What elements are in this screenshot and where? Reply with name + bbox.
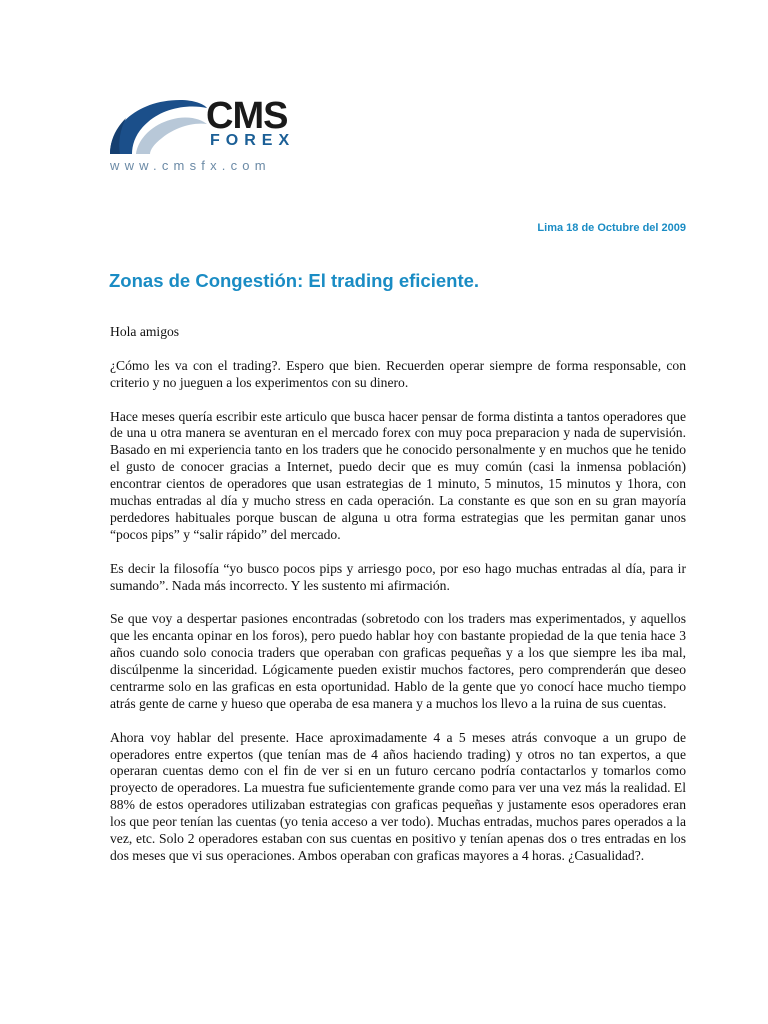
paragraph: Hace meses quería escribir este articulo que busca hacer pensar de forma distinta a tantos operadores que de una u otra manera se aventuran en el mercado forex con muy poca preparacion y nada de supervisión. Basado en mi experiencia tanto en los traders que he conocido personalmente y en muchos que he tenido el gusto de conocer gracias a Internet, puedo decir que es muy común (casi la inmensa población) encontrar cientos de operadores que usan estrategias de 1 minuto, 5 minutos, 15 minutos y 1hora, con muchas entradas al día y mucho stress en cada operación. La constante es que son en su gran mayoría perdedores habituales porque buscan de alguna u otra forma estrategias que les permitan ganar unos “pocos pips” y “salir rápido” del mercado. [110,408,686,542]
logo-url-text: www.cmsfx.com [110,158,271,173]
cms-forex-logo [108,96,324,182]
paragraph: Se que voy a despertar pasiones encontradas (sobretodo con los traders mas experimentados, y aquellos que les encanta opinar en los foros), pero puedo hablar hoy con bastante propiedad de la que tenia hace 3 años cuando solo conocia traders que operaban con graficas pequeñas y a los que siempre les iba mal, discúlpenme la sinceridad. Lógicamente pueden existir muchos factores, pero comprenderán que deseo centrarme solo en las graficas en esta oportunidad. Hablo de la gente que yo conocí hace mucho tiempo atrás gente de carne y hueso que operaba de esa manera y a muchos los llevo a la ruina de sus cuentas. [110,611,686,711]
paragraph: Es decir la filosofía “yo busco pocos pips y arriesgo poco, por eso hago muchas entradas al día, para ir sumando”. Nada más incorrecto. Y les sustento mi afirmación. [110,560,686,593]
document-body [110,324,686,882]
paragraph-greeting: Hola amigos [110,324,180,339]
logo-swoosh-icon [108,96,208,158]
document-date: Lima 18 de Octubre del 2009 [537,222,686,234]
logo-sub-text: FOREX [210,132,296,149]
document-title: Zonas de Congestión: El trading eficiente. [109,270,480,291]
paragraph: ¿Cómo les va con el trading?. Espero que bien. Recuerden operar siempre de forma responsable, con criterio y no jueguen a los experimentos con su dinero. [110,357,686,390]
paragraph: Ahora voy hablar del presente. Hace aproximadamente 4 a 5 meses atrás convoque a un grupo de operadores entre expertos (que tenían mas de 4 años haciendo trading) y otros no tan expertos, a que operaran cuentas demo con el fin de ver si en un futuro cercano podría contactarlos y tomarlos como proyecto de operadores. La muestra fue suficientemente grande como para ver una vez más la realidad. El 88% de estos operadores utilizaban estrategias con graficas pequeñas y justamente esos operadores eran los que peor tenían las cuentas (yo tenia acceso a ver todo). Muchas entradas, muchos pares operados a la vez, etc. Solo 2 operadores estaban con sus cuentas en positivo y tenían apenas dos o tres entradas en los dos meses que vi sus operaciones. Ambos operaban con graficas mayores a 4 horas. ¿Casualidad?. [110,729,686,864]
logo-brand-text: CMS [206,95,288,137]
